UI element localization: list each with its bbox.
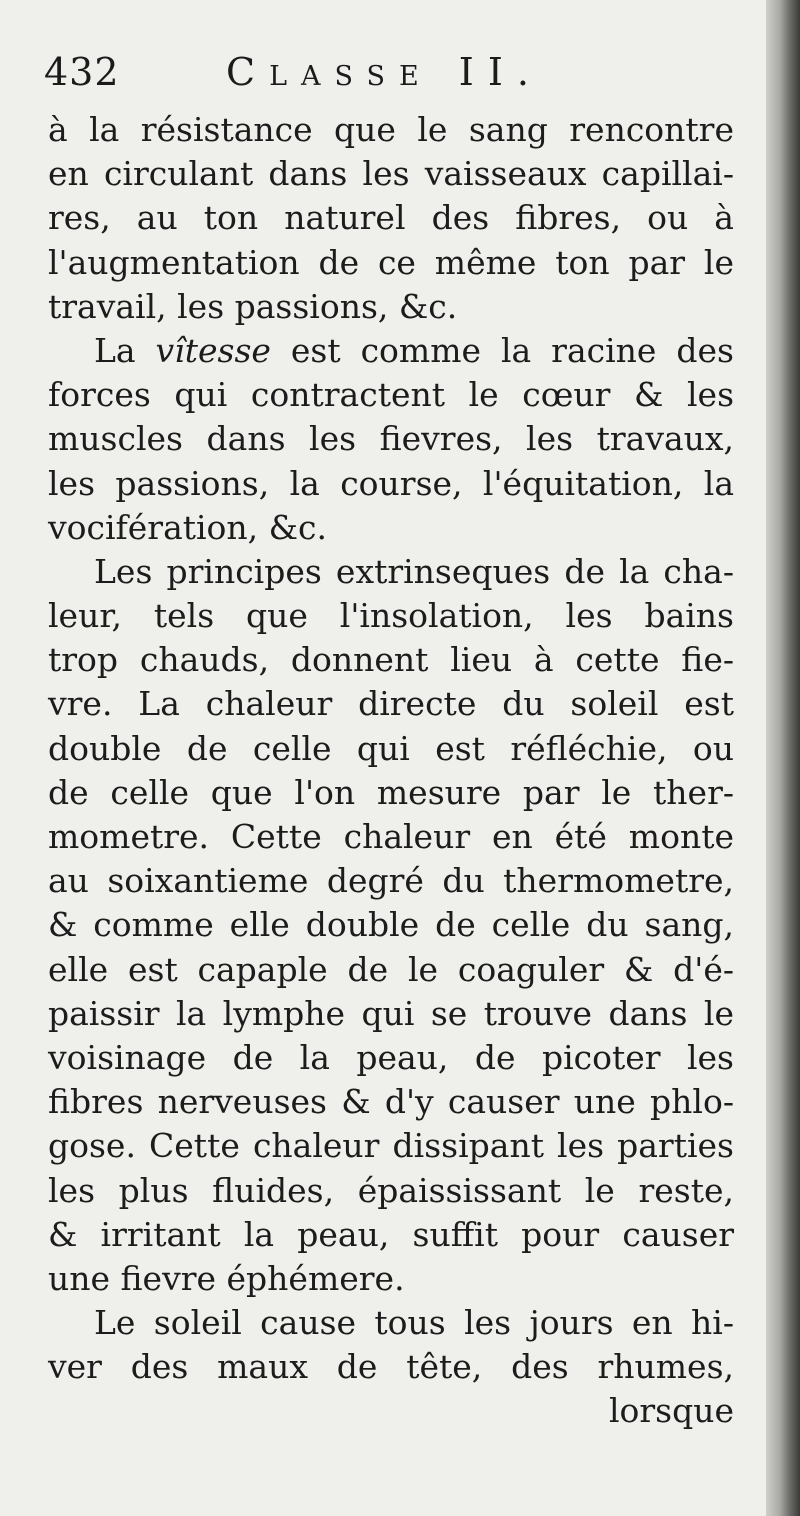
text-line: forces qui contractent le cœur & les [48, 375, 734, 415]
page-header [44, 50, 744, 102]
text-line: les plus fluides, épaississant le reste, [48, 1170, 734, 1210]
text-line: fibres nerveuses & d'y causer une phlo- [48, 1082, 734, 1122]
text-line: & irritant la peau, suffit pour causer [48, 1214, 734, 1254]
paragraph-first-line [48, 329, 734, 373]
paragraph-first-line: Le soleil cause tous les jours en hi- [94, 1303, 734, 1343]
text-line: au soixantieme degré du thermometre, [48, 861, 734, 901]
page-gutter-shadow [766, 0, 800, 1516]
body-text [48, 108, 734, 1434]
text-line: double de celle qui est réfléchie, ou [48, 728, 734, 768]
text-line: muscles dans les fievres, les travaux, [48, 419, 734, 459]
italic-term: vîtesse [155, 330, 271, 370]
text-line: ver des maux de tête, des rhumes, [48, 1347, 734, 1387]
text-line: paissir la lymphe qui se trouve dans le [48, 993, 734, 1033]
text-run: La [94, 330, 156, 370]
text-line: vre. La chaleur directe du soleil est [48, 684, 734, 724]
text-line: res, au ton naturel des fibres, ou à [48, 198, 734, 238]
text-line: de celle que l'on mesure par le ther- [48, 772, 734, 812]
paragraph-first-line: Les principes extrinseques de la cha- [94, 551, 734, 591]
text-line: travail, les passions, &c. [48, 286, 458, 326]
text-run: est comme la racine des [270, 330, 734, 370]
text-line: l'augmentation de ce même ton par le [48, 242, 734, 282]
running-head: Classe II. [226, 50, 543, 94]
text-line: vocifération, &c. [48, 507, 328, 547]
page-number: 432 [44, 50, 120, 94]
text-line: mometre. Cette chaleur en été monte [48, 817, 734, 856]
text-line: voisinage de la peau, de picoter les [48, 1037, 734, 1077]
text-line: & comme elle double de celle du sang, [48, 905, 734, 945]
text-line: les passions, la course, l'équitation, la [48, 463, 734, 503]
text-line: elle est capaple de le coaguler & d'é- [48, 949, 734, 989]
text-line: trop chauds, donnent lieu à cette fie- [48, 640, 734, 680]
text-line: gose. Cette chaleur dissipant les parties [48, 1126, 734, 1166]
text-line: en circulant dans les vaisseaux capillai- [48, 154, 734, 194]
text-line: une fievre éphémere. [48, 1258, 405, 1298]
catchword: lorsque [608, 1391, 734, 1431]
text-line: à la résistance que le sang rencontre [48, 110, 734, 149]
text-line: leur, tels que l'insolation, les bains [48, 596, 734, 636]
